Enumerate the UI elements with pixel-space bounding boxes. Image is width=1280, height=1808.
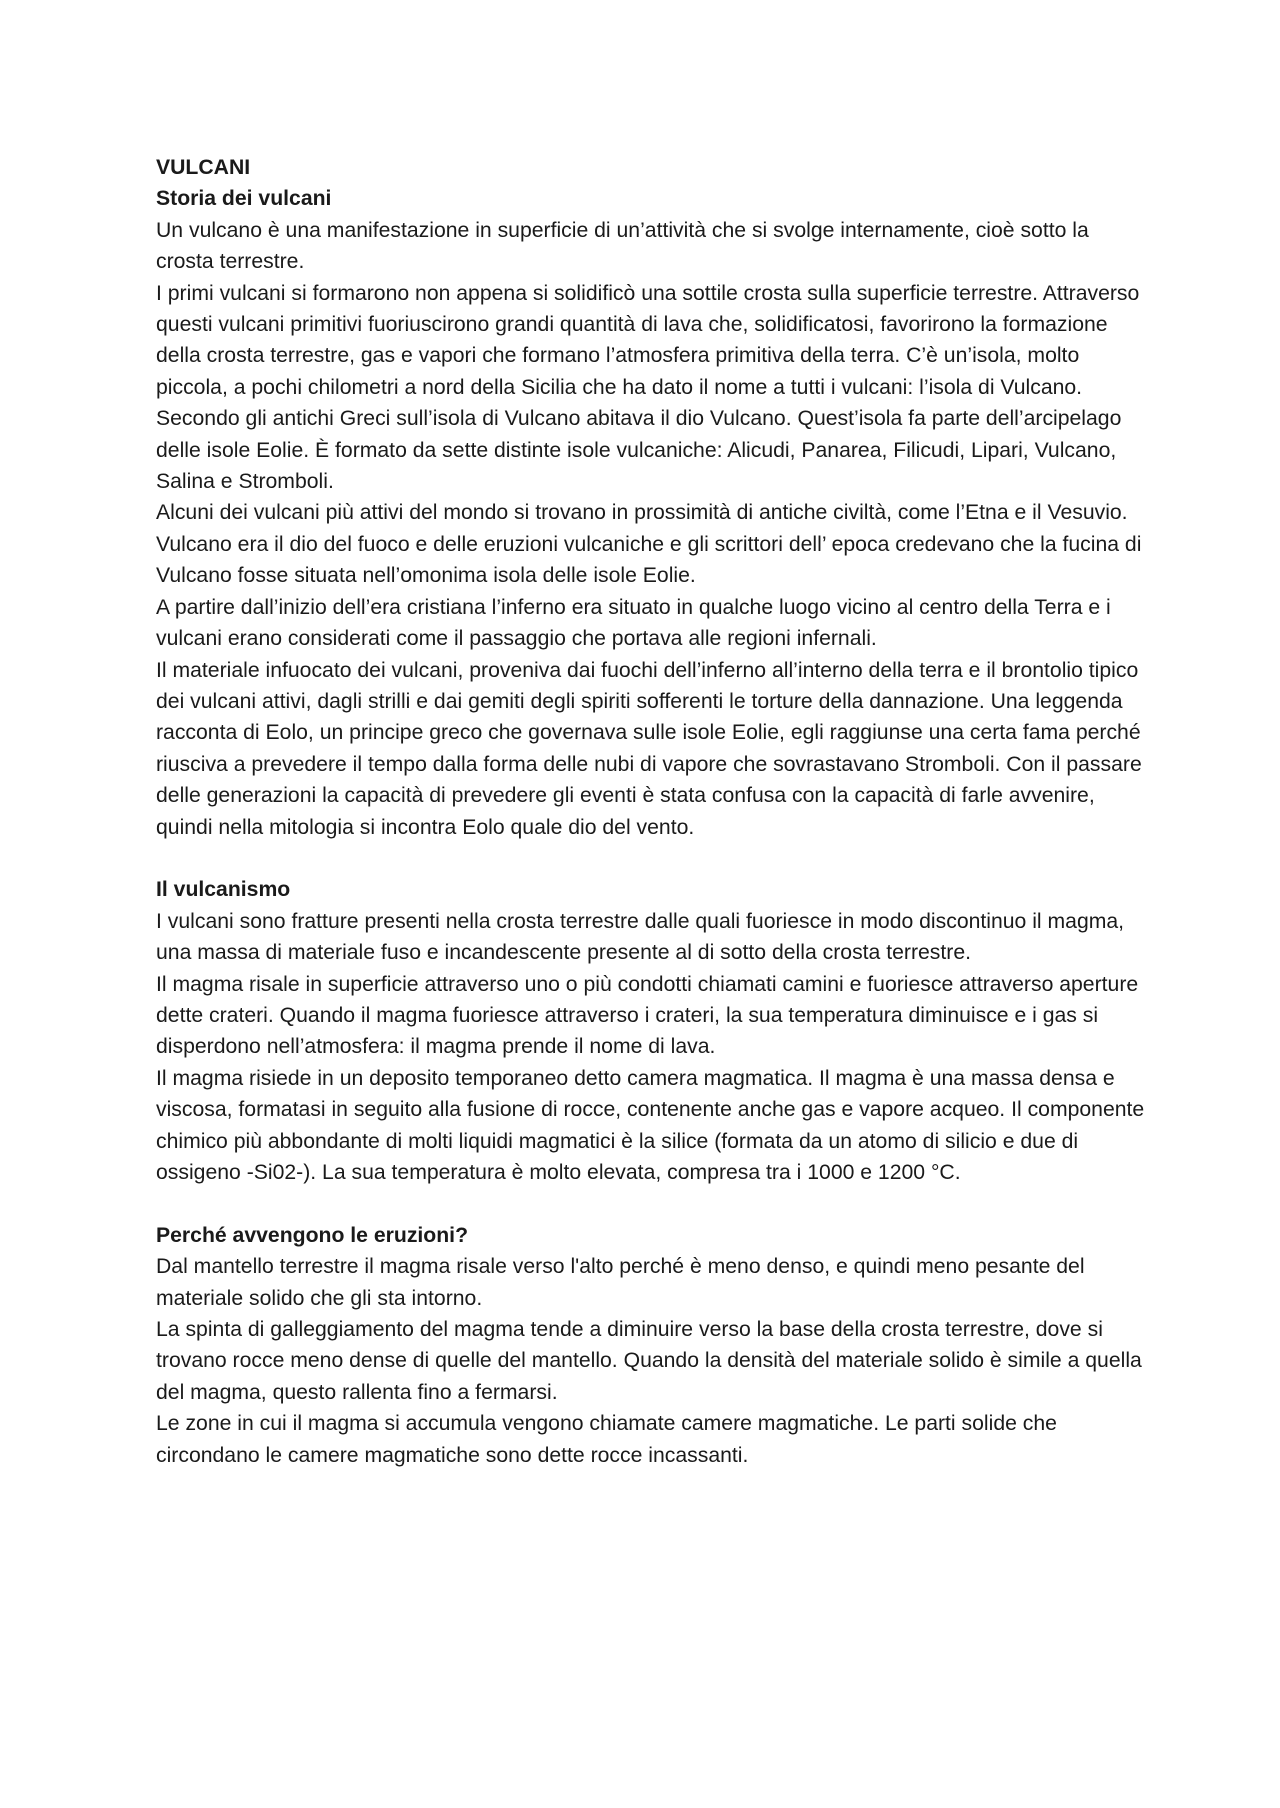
paragraph: I vulcani sono fratture presenti nella crosta terrestre dalle quali fuoriesce in modo discontinuo il magma, una massa di materiale fuso e incandescente presente al di sotto della crosta terrestre. (156, 909, 1125, 965)
blank-line (156, 843, 1146, 874)
paragraph: I primi vulcani si formarono non appena si solidificò una sottile crosta sulla superficie terrestre. Attraverso questi vulcani primitivi fuoriuscirono grandi quantità di lava che, solidificatosi, favorirono la formazione della crosta terrestre, gas e vapori che formano l’atmosfera primitiva della terra. C’è un’isola, molto piccola, a pochi chilometri a nord della Sicilia che ha dato il nome a tutti i vulcani: l’isola di Vulcano. Secondo gli antichi Greci sull’isola di Vulcano abitava il dio Vulcano. Quest’isola fa parte dell’arcipelago delle isole Eolie. È formato da sette distinte isole vulcaniche: Alicudi, Panarea, Filicudi, Lipari, Vulcano, Salina e Stromboli. (156, 281, 1140, 494)
section-heading: Storia dei vulcani (156, 187, 332, 211)
paragraph: Le zone in cui il magma si accumula vengono chiamate camere magmatiche. Le parti solide che circondano le camere magmatiche sono dette rocce incassanti. (156, 1412, 1057, 1467)
section-perche-avvengono-le-eruzioni (156, 1220, 1146, 1471)
section-storia-dei-vulcani (156, 183, 1146, 843)
paragraph: Alcuni dei vulcani più attivi del mondo si trovano in prossimità di antiche civiltà, come l’Etna e il Vesuvio. (156, 501, 1128, 525)
paragraph: Vulcano era il dio del fuoco e delle eruzioni vulcaniche e gli scrittori dell’ epoca credevano che la fucina di Vulcano fosse situata nell’omonima isola delle isole Eolie. (156, 532, 1142, 588)
document-page (156, 152, 1146, 1471)
section-heading: Il vulcanismo (156, 878, 291, 902)
paragraph: Il magma risiede in un deposito temporaneo detto camera magmatica. Il magma è una massa densa e viscosa, formatasi in seguito alla fusione di rocce, contenente anche gas e vapore acqueo. Il componente chimico più abbondante di molti liquidi magmatici è la silice (formata da un atomo di silicio e due di ossigeno -Si02-). La sua temperatura è molto elevata, compresa tra i 1000 e 1200 °C. (156, 1066, 1145, 1184)
paragraph: La spinta di galleggiamento del magma tende a diminuire verso la base della crosta terrestre, dove si trovano rocce meno dense di quelle del mantello. Quando la densità del materiale solido è simile a quella del magma, questo rallenta fino a fermarsi. (156, 1318, 1142, 1404)
section-il-vulcanismo (156, 874, 1146, 1188)
paragraph: Dal mantello terrestre il magma risale verso l'alto perché è meno denso, e quindi meno pesante del materiale solido che gli sta intorno. (156, 1255, 1085, 1310)
paragraph: Un vulcano è una manifestazione in superficie di un’attività che si svolge internamente, cioè sotto la crosta terrestre. (156, 218, 1089, 274)
section-heading: Perché avvengono le eruzioni? (156, 1223, 469, 1247)
paragraph: Il materiale infuocato dei vulcani, proveniva dai fuochi dell’inferno all’interno della terra e il brontolio tipico dei vulcani attivi, dagli strilli e dai gemiti degli spiriti sofferenti le torture della dannazione. Una leggenda racconta di Eolo, un principe greco che governava sulle isole Eolie, egli raggiunse una certa fama perché riusciva a prevedere il tempo dalla forma delle nubi di vapore che sovrastavano Stromboli. Con il passare delle generazioni la capacità di prevedere gli eventi è stata confusa con la capacità di farle avvenire, quindi nella mitologia si incontra Eolo quale dio del vento. (156, 658, 1142, 839)
blank-line (156, 1188, 1146, 1219)
paragraph: A partire dall’inizio dell’era cristiana l’inferno era situato in qualche luogo vicino al centro della Terra e i vulcani erano considerati come il passaggio che portava alle regioni infernali. (156, 595, 1111, 651)
paragraph: Il magma risale in superficie attraverso uno o più condotti chiamati camini e fuoriesce attraverso aperture dette crateri. Quando il magma fuoriesce attraverso i crateri, la sua temperatura diminuisce e i gas si disperdono nell’atmosfera: il magma prende il nome di lava. (156, 972, 1139, 1059)
document-title: VULCANI (156, 156, 251, 179)
